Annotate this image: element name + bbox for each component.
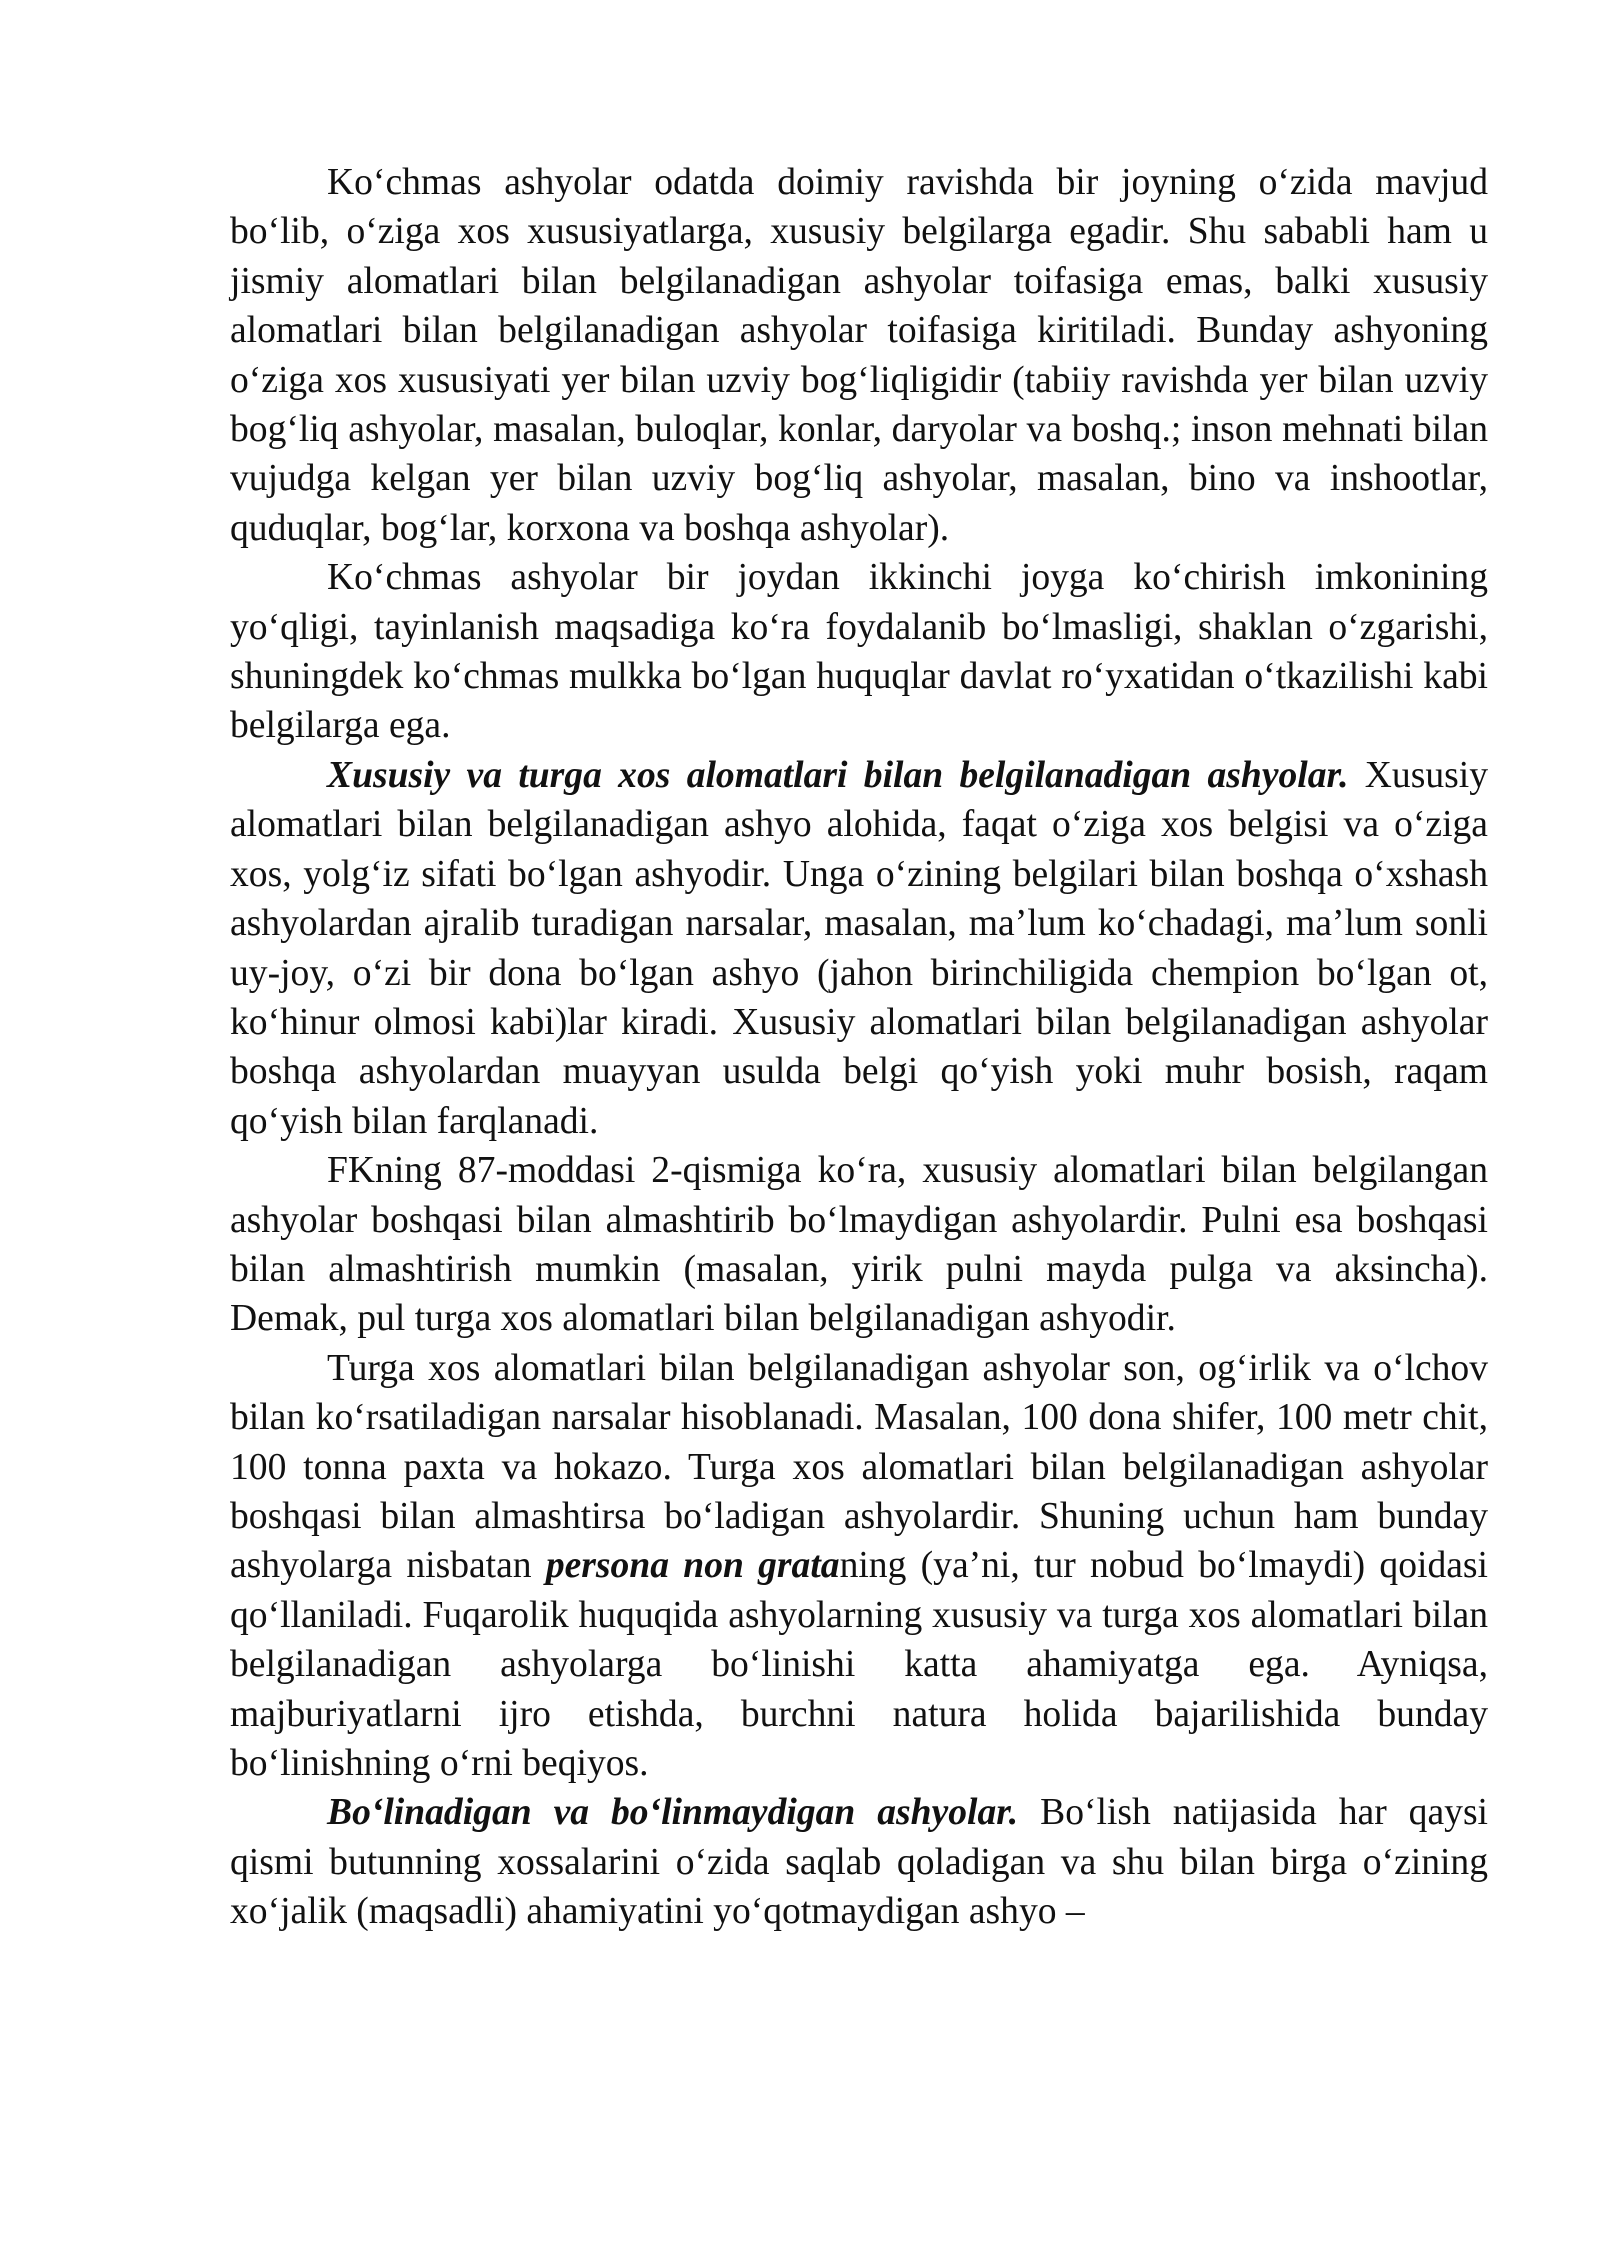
section-heading: Xususiy va turga xos alomatlari bilan belgilanadigan ashyolar.	[327, 754, 1349, 796]
paragraph-text: Bo‘lish natijasida har qaysi qismi butunning xossalarini o‘zida saqlab qoladigan va shu bilan birga o‘zining xo‘jalik (maqsadli) ahamiyatini yo‘qotmaydigan ashyo –	[230, 1792, 1489, 1933]
paragraph-divisible-things	[230, 1788, 1488, 1936]
paragraph-individual-generic-things	[230, 751, 1488, 1146]
paragraph-text: Ko‘chmas ashyolar odatda doimiy ravishda bir joyning o‘zida mavjud bo‘lib, o‘ziga xos xususiyatlarga, xususiy belgilarga egadir. Shu sababli ham u jismiy alomatlari bilan belgilanadigan ashyolar toifasiga emas, balki xususiy alomatlari bilan belgilanadigan ashyolar toifasiga kiritiladi. Bunday ashyoning o‘ziga xos xususiyati yer bilan uzviy bog‘liqligidir (tabiiy ravishda yer bilan uzviy bog‘liq ashyolar, masalan, buloqlar, konlar, daryolar va boshq.; inson mehnati bilan vujudga kelgan yer bilan uzviy bog‘liq ashyolar, masalan, bino va inshootlar, quduqlar, bog‘lar, korxona va boshqa ashyolar).	[230, 162, 1488, 549]
paragraph-text: FKning 87-moddasi 2-qismiga ko‘ra, xususiy alomatlari bilan belgilangan ashyolar boshqasi bilan almashtirib bo‘lmaydigan ashyolardir. Pulni esa boshqasi bilan almashtirish mumkin (masalan, yirik pulni mayda pulga va aksincha). Demak, pul turga xos alomatlari bilan belgilanadigan ashyodir.	[230, 1150, 1488, 1340]
paragraph-immovable-things	[230, 158, 1488, 553]
paragraph-immovable-features	[230, 553, 1488, 751]
paragraph-text: Xususiy alomatlari bilan belgilanadigan ashyo alohida, faqat o‘ziga xos belgisi va o‘ziga xos, yolg‘iz sifati bo‘lgan ashyodir. Unga o‘zining belgilari bilan boshqa o‘xshash ashyolardan ajralib turadigan narsalar, masalan, ma’lum ko‘chadagi, ma’lum sonli uy-joy, o‘zi bir dona bo‘lgan ashyo (jahon birinchiligida chempion bo‘lgan ot, ko‘hinur olmosi kabi)lar kiradi. Xususiy alomatlari bilan belgilanadigan ashyolar boshqa ashyolardan muayyan usulda belgi qo‘yish yoki muhr bosish, raqam qo‘yish bilan farqlanadi.	[230, 754, 1488, 1142]
latin-term: persona non grata	[545, 1545, 840, 1587]
paragraph-text: Ko‘chmas ashyolar bir joydan ikkinchi joyga ko‘chirish imkonining yo‘qligi, tayinlanish maqsadiga ko‘ra foydalanib bo‘lmasligi, shaklan o‘zgarishi, shuningdek ko‘chmas mulkka bo‘lgan huquqlar davlat ro‘yxatidan o‘tkazilishi kabi belgilarga ega.	[230, 557, 1488, 747]
paragraph-generic-things	[230, 1344, 1488, 1789]
paragraph-text: ning (ya’ni, tur nobud bo‘lmaydi) qoidasi qo‘llaniladi. Fuqarolik huquqida ashyolarning xususiy va turga xos alomatlari bilan belgilanadigan ashyolarga bo‘linishi katta ahamiyatga ega. Ayniqsa, majburiyatlarni ijro etishda, burchni natura holida bajarilishida bunday bo‘linishning o‘rni beqiyos.	[230, 1545, 1488, 1784]
paragraph-text: Turga xos alomatlari bilan belgilanadigan ashyolar son, og‘irlik va o‘lchov bilan ko‘rsatiladigan narsalar hisoblanadi. Masalan, 100 dona shifer, 100 metr chit, 100 tonna paxta va hokazo. Turga xos alomatlari bilan belgilanadigan ashyolar boshqasi bilan almashtirsa bo‘ladigan ashyolardir. Shuning uchun ham bunday ashyolarga nisbatan	[230, 1347, 1488, 1587]
paragraph-article-87	[230, 1146, 1488, 1344]
document-page	[230, 158, 1488, 1937]
section-heading: Bo‘linadigan va bo‘linmaydigan ashyolar.	[327, 1792, 1019, 1834]
